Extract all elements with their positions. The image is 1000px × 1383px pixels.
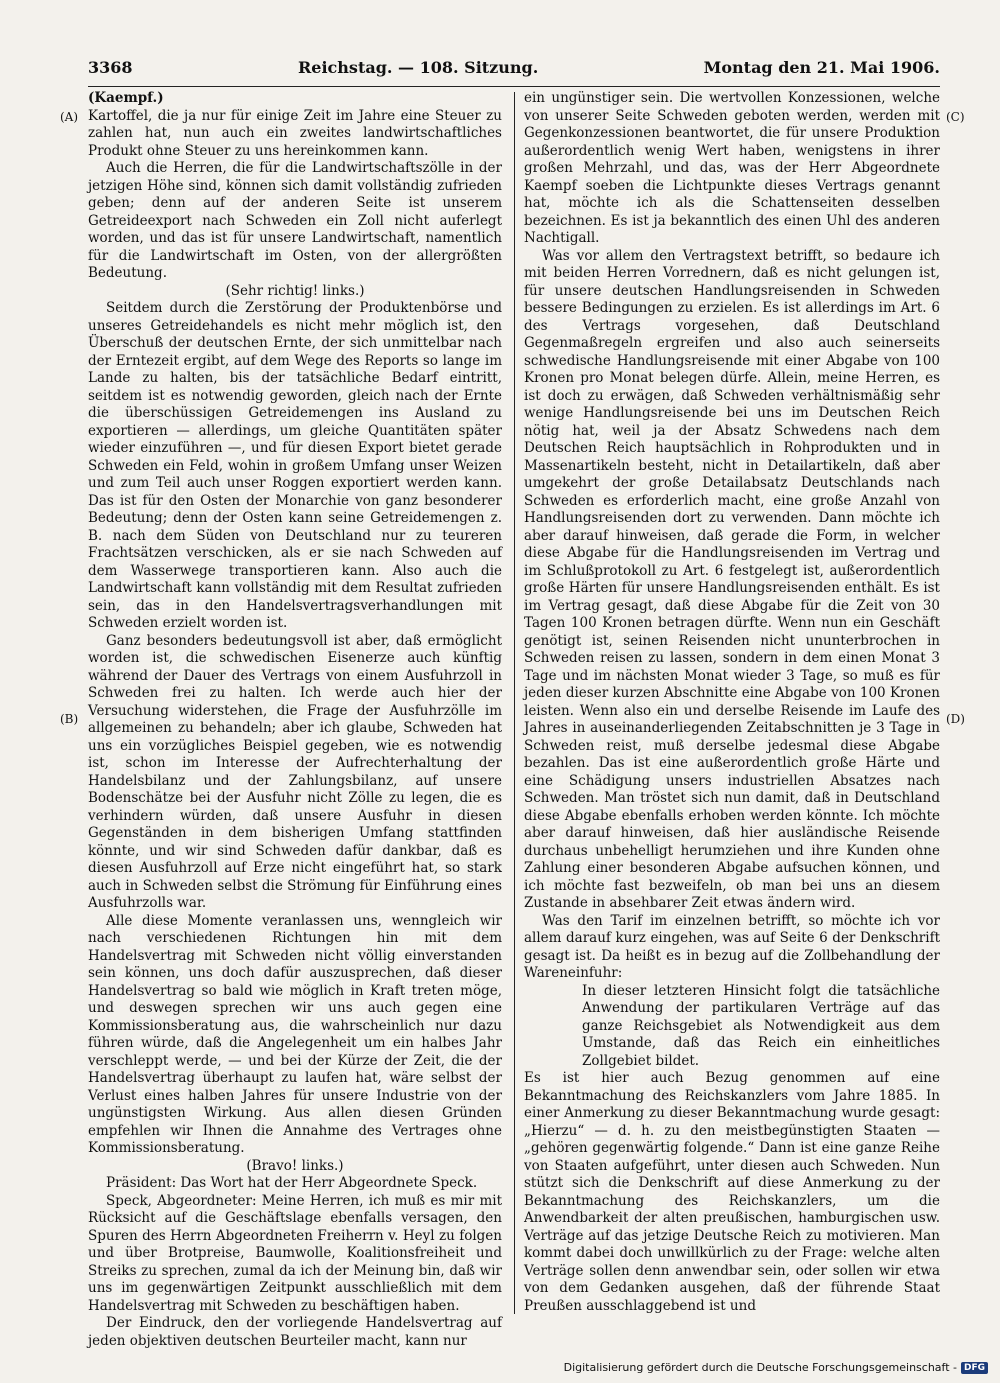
right-column xyxy=(524,90,940,1315)
paragraph: Seitdem durch die Zerstörung der Produktenbörse und unseres Getreidehandels es nicht mehr möglich ist, den Überschuß der deutschen Ernte, der sich unmittelbar nach der Erntezeit ergibt, auf dem Wege des Reports so lange im Lande zu halten, bis der tatsächliche Bedarf eintritt, seitdem ist es notwendig geworden, gleich nach der Ernte die überschüssigen Getreidemengen ins Ausland zu exportieren — allerdings, um gleiche Quantitäten später wieder einzuführen —, und für diesen Export bietet gerade Schweden ein Feld, wohin in großem Umfang unser Weizen und zum Teil auch unser Roggen exportiert werden kann. Das ist für den Osten der Monarchie von ganz besonderer Bedeutung; denn der Osten kann seine Getreidemengen z. B. nach dem Süden von Deutschland nur zu teureren Frachtsätzen verschicken, als er sie nach Schweden auf dem Wasserwege transportieren kann. Also auch die Landwirtschaft kann vollständig mit dem Resultat zufrieden sein, das in den Handelsvertragsverhandlungen mit Schweden erzielt worden ist. xyxy=(88,300,502,631)
interjection: (Bravo! links.) xyxy=(246,1157,344,1174)
paragraph: Auch die Herren, die für die Landwirtschaftszölle in der jetzigen Höhe sind, können sich damit vollständig zufrieden geben; denn auf der anderen Seite ist unserem Getreideexport nach Schweden ein Zoll nicht auferlegt worden, und das ist für unsere Landwirtschaft, namentlich für die Landwirtschaft im Osten, von der allergrößten Bedeutung. xyxy=(88,160,502,281)
margin-mark-b: (B) xyxy=(60,712,79,726)
session-title: Reichstag. — 108. Sitzung. xyxy=(298,58,539,77)
page-header xyxy=(88,58,940,82)
margin-mark-a: (A) xyxy=(60,110,79,124)
paragraph: Es ist hier auch Bezug genommen auf eine Bekanntmachung des Reichskanzlers vom Jahre 1885. In einer Anmerkung zu dieser Bekanntmachung wurde gesagt: „Hierzu“ — d. h. zu den meistbegünstigten Staaten — „gehören gegenwärtig folgende.“ Dann ist eine ganze Reihe von Staaten aufgeführt, unter diesen auch Schweden. Nun stützt sich die Denkschrift auf diese Anmerkung zu der Bekanntmachung des Reichskanzlers, um die Anwendbarkeit der alten preußischen, hamburgischen usw. Verträge auf das jetzige Deutsche Reich zu motivieren. Man kommt dabei doch unwillkürlich zu der Frage: welche alten Verträge sollen denn anwendbar sein, oder sollen wir etwa von dem Gedanken ausgehen, daß der führende Staat Preußen ausschlaggebend ist und xyxy=(524,1070,940,1314)
page-number: 3368 xyxy=(88,58,133,77)
footer xyxy=(564,1361,988,1374)
paragraph: Ganz besonders bedeutungsvoll ist aber, daß ermöglicht worden ist, die schwedischen Eisenerze auch künftig während der Dauer des Vertrags von einem Ausfuhrzoll in Schweden frei zu halten. Ich werde auch hier der Versuchung widerstehen, die Frage der Ausfuhrzölle im allgemeinen zu behandeln; aber ich glaube, Schweden hat uns ein vorzügliches Beispiel gegeben, wie es notwendig ist, schon im Interesse der Aufrechterhaltung der Handelsbilanz und der Zahlungsbilanz, auf unsere Bodenschätze bei der Ausfuhr nicht Zölle zu legen, die es verhindern würden, daß unsere Ausfuhr in diesen Gegenständen in dem bisherigen Umfang stattfinden könnte, und wir sind Schweden dafür dankbar, daß es diesen Ausfuhrzoll auf Erze nicht eingeführt hat, so stark auch in Schweden selbst die Strömung für Einführung eines Ausfuhrzolls war. xyxy=(88,632,502,911)
paragraph: Was den Tarif im einzelnen betrifft, so möchte ich vor allem darauf kurz eingehen, was auf Seite 6 der Denkschrift gesagt ist. Da heißt es in bezug auf die Zollbehandlung der Wareneinfuhr: xyxy=(524,912,940,981)
paragraph: Der Eindruck, den der vorliegende Handelsvertrag auf jeden objektiven deutschen Beurteiler macht, kann nur xyxy=(88,1315,502,1349)
header-rule xyxy=(88,86,940,87)
dfg-logo: DFG xyxy=(961,1362,988,1374)
paragraph: Was vor allem den Vertragstext betrifft, so bedaure ich mit beiden Herren Vorrednern, daß es nicht gelungen ist, für unsere deutschen Handlungsreisenden in Schweden bessere Bedingungen zu erzielen. Es ist allerdings im Art. 6 des Vertrags vorgesehen, daß Deutschland Gegenmaßregeln ergreifen und also auch seinerseits schwedische Handlungsreisende mit einer Abgabe von 100 Kronen pro Monat belegen dürfe. Allein, meine Herren, es ist doch zu erwägen, daß Schweden verhältnismäßig sehr wenige Handlungsreisende bei uns im Deutschen Reich nötig hat, weil ja der Absatz Schwedens nach dem Deutschen Reich hauptsächlich in Rohprodukten und in Massenartikeln besteht, nicht in Detailartikeln, daß aber umgekehrt der große Detailabsatz Deutschlands nach Schweden es erforderlich macht, eine große Anzahl von Handlungsreisenden dort zu verwenden. Dann möchte ich aber darauf hinweisen, daß gerade die Form, in welcher diese Abgabe für die Handlungsreisenden im Vertrag und im Schlußprotokoll zu Art. 6 festgelegt ist, außerordentlich große Härten für unsere Handlungsreisenden enthält. Es ist im Vertrag gesagt, daß diese Abgabe für die Zeit von 30 Tagen 100 Kronen betragen dürfte. Wenn nun ein Geschäft genötigt ist, seinen Reisenden nicht ununterbrochen in Schweden reisen zu lassen, sondern in dem einen Monat 3 Tage und im nächsten Monat wieder 3 Tage, so muß es für jeden dieser kurzen Abschnitte eine Abgabe von 100 Kronen leisten. Wenn also ein und derselbe Reisende im Laufe des Jahres in auseinanderliegenden Zeitabschnitten je 3 Tage in Schweden reist, muß derselbe jedesmal diese Abgabe bezahlen. Das ist eine außerordentlich große Härte und eine Schädigung unsers industriellen Absatzes nach Schweden. Man tröstet sich nun damit, daß in Deutschland diese Abgabe ebenfalls erhoben werden könnte. Ich möchte aber darauf hinweisen, daß hier ausländische Reisende durchaus unbehelligt herumziehen und ihre Kunden ohne Zahlung einer besonderen Abgabe aufsuchen können, und ich möchte fast bezweifeln, ob man bei uns an diesem Zustande in absehbarer Zeit etwas ändern wird. xyxy=(524,247,940,911)
paragraph: ein ungünstiger sein. Die wertvollen Konzessionen, welche von unserer Seite Schweden geboten werden, werden mit Gegenkonzessionen beantwortet, die für unsere Produktion außerordentlich wenig Wert haben, wenigstens in ihrer großen Mehrzahl, und das, was der Herr Abgeordnete Kaempf soeben die Lichtpunkte dieses Vertrags genannt hat, möchte ich als die Schattenseiten desselben bezeichnen. Es ist ja bekanntlich des einen Uhl des anderen Nachtigall. xyxy=(524,90,940,246)
interjection: (Sehr richtig! links.) xyxy=(225,282,365,299)
margin-mark-d: (D) xyxy=(946,712,965,726)
session-date: Montag den 21. Mai 1906. xyxy=(703,58,940,77)
speaker-tag: (Kaempf.) xyxy=(88,90,164,106)
president-statement: Präsident: Das Wort hat der Herr Abgeordnete Speck. xyxy=(106,1175,478,1191)
paragraph: Kartoffel, die ja nur für einige Zeit im Jahre eine Steuer zu zahlen hat, nun auch ein zweites landwirtschaftliches Produkt ohne Steuer zu uns hereinkommen kann. xyxy=(88,107,502,159)
paragraph: Speck, Abgeordneter: Meine Herren, ich muß es mir mit Rücksicht auf die Geschäftslage ebenfalls versagen, den Spuren des Herrn Abgeordneten Freiherrn v. Heyl zu folgen und über Brotpreise, Baumwolle, Koalitionsfreiheit und Streiks zu sprechen, zumal da ich der Meinung bin, daß wir uns im gegenwärtigen Zeitpunkt ausschließlich mit dem Handelsvertrag mit Schweden zu beschäftigen haben. xyxy=(88,1192,502,1314)
paragraph: Alle diese Momente veranlassen uns, wenngleich wir nach verschiedenen Richtungen hin mit dem Handelsvertrag mit Schweden nicht völlig einverstanden sein können, uns doch dafür auszusprechen, daß dieser Handelsvertrag so bald wie möglich in Kraft treten möge, und deswegen sprechen wir uns auch gegen eine Kommissionsberatung aus, die wahrscheinlich nur dazu führen würde, daß die Angelegenheit um ein halbes Jahr verschleppt werde, — und bei der Kürze der Zeit, die der Handelsvertrag überhaupt zu laufen hat, wäre selbst der Verlust eines halben Jahres für unsere Industrie von der ungünstigsten Wirkung. Aus allen diesen Gründen empfehlen wir Ihnen die Annahme des Vertrages ohne Kommissionsberatung. xyxy=(88,912,502,1156)
margin-mark-c: (C) xyxy=(946,110,965,124)
left-column xyxy=(88,90,502,1350)
block-quote: In dieser letzteren Hinsicht folgt die tatsächliche Anwendung der partikularen Verträge auf das ganze Reichsgebiet als Notwendigkeit aus dem Umstande, daß das Reich ein einheitliches Zollgebiet bildet. xyxy=(582,982,940,1069)
footer-text: Digitalisierung gefördert durch die Deutsche Forschungsgemeinschaft - xyxy=(563,1361,957,1374)
column-divider xyxy=(514,92,515,1314)
